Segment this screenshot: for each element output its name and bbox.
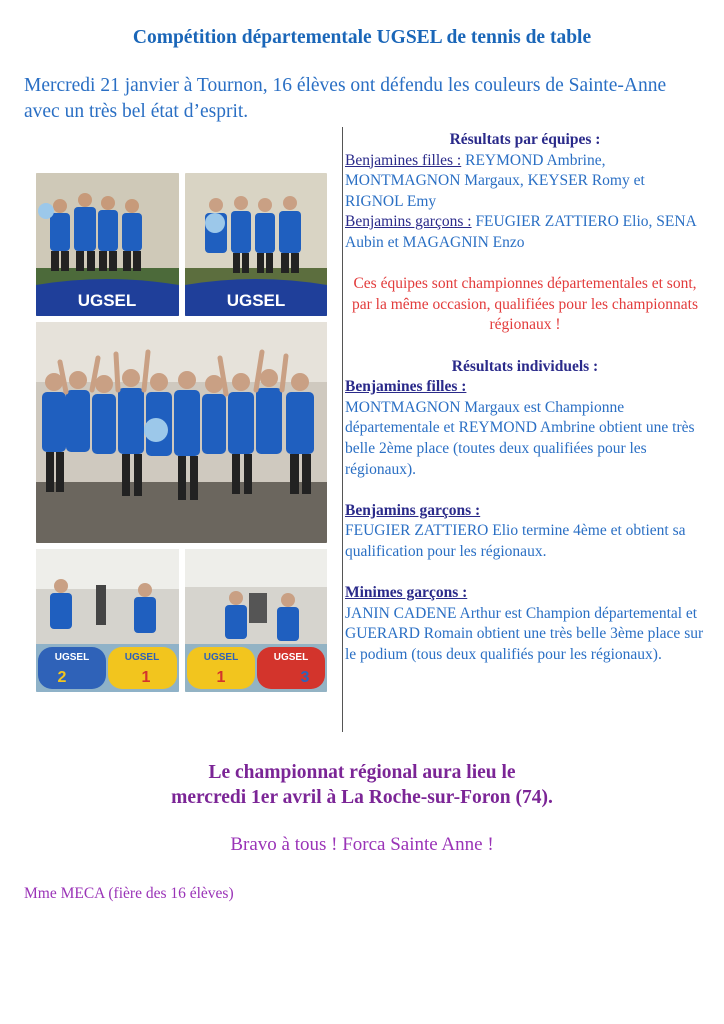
- podium-brand-2: UGSEL: [124, 652, 160, 663]
- individual-boys-label: Benjamins garçons :: [345, 501, 481, 519]
- column-divider: [342, 127, 343, 732]
- podium-number-2: 1: [141, 669, 151, 686]
- signature: Mme MECA (fière des 16 élèves): [24, 885, 234, 902]
- banner-brand-2: UGSEL: [226, 291, 286, 310]
- teams-boys-label: Benjamins garçons :: [345, 213, 472, 231]
- individual-boys-text: FEUGIER ZATTIERO Elio termine 4ème et obtient sa qualification pour les régionaux.: [345, 522, 686, 560]
- teams-girls-label: Benjamines filles :: [345, 151, 462, 169]
- regional-line-1: Le championnat régional aura lieu le: [208, 762, 516, 783]
- intro-paragraph: Mercredi 21 janvier à Tournon, 16 élèves ont défendu les couleurs de Sainte-Anne avec un très bel état d’esprit.: [24, 75, 667, 122]
- photo-podium-girls: [36, 549, 179, 692]
- banner-brand-1: UGSEL: [77, 291, 137, 310]
- teams-heading: Résultats par équipes :: [449, 131, 601, 148]
- teams-boys: [345, 212, 705, 253]
- regional-announcement: [0, 760, 724, 810]
- regional-line-2: mercredi 1er avril à La Roche-sur-Foron (74).: [171, 787, 553, 808]
- podium-brand-4: UGSEL: [273, 652, 309, 663]
- individual-heading: Résultats individuels :: [451, 357, 599, 375]
- individual-girls-text: MONTMAGNON Margaux est Championne départementale et REYMOND Ambrine obtient une très belle 2ème place (toutes deux qualifiées pour les régionaux).: [345, 398, 695, 478]
- individual-minimes-label: Minimes garçons :: [345, 584, 468, 602]
- podium-number-1: 2: [57, 669, 67, 686]
- individual-minimes-text: JANIN CADENE Arthur est Champion départemental et GUERARD Romain obtient une très belle 3ème place sur le podium (tous deux qualifiés pour les régionaux).: [345, 604, 704, 663]
- podium-brand-3: UGSEL: [203, 652, 239, 663]
- photo-podium-boys: [185, 549, 327, 692]
- photo-girls-team: [185, 173, 327, 316]
- podium-number-4: 3: [300, 669, 310, 686]
- individual-girls-label: Benjamines filles :: [345, 378, 467, 396]
- photo-group-celebration: [36, 322, 327, 543]
- results-column: [345, 130, 705, 665]
- champions-note: Ces équipes sont championnes départementales et sont, par la même occasion, qualifiées pour les championnats régionaux !: [351, 275, 699, 334]
- page-title: Compétition départementale UGSEL de tennis de table: [132, 27, 592, 48]
- podium-brand-1: UGSEL: [54, 652, 90, 663]
- bravo-message: Bravo à tous ! Forca Sainte Anne !: [230, 834, 494, 855]
- teams-girls-names: REYMOND Ambrine, MONTMAGNON Margaux, KEYSER Romy et RIGNOL Emy: [345, 151, 645, 210]
- teams-girls: [345, 151, 705, 213]
- photo-boys-team: [36, 173, 179, 316]
- teams-boys-names: FEUGIER ZATTIERO Elio, SENA Aubin et MAGAGNIN Enzo: [345, 213, 696, 251]
- podium-number-3: 1: [216, 669, 226, 686]
